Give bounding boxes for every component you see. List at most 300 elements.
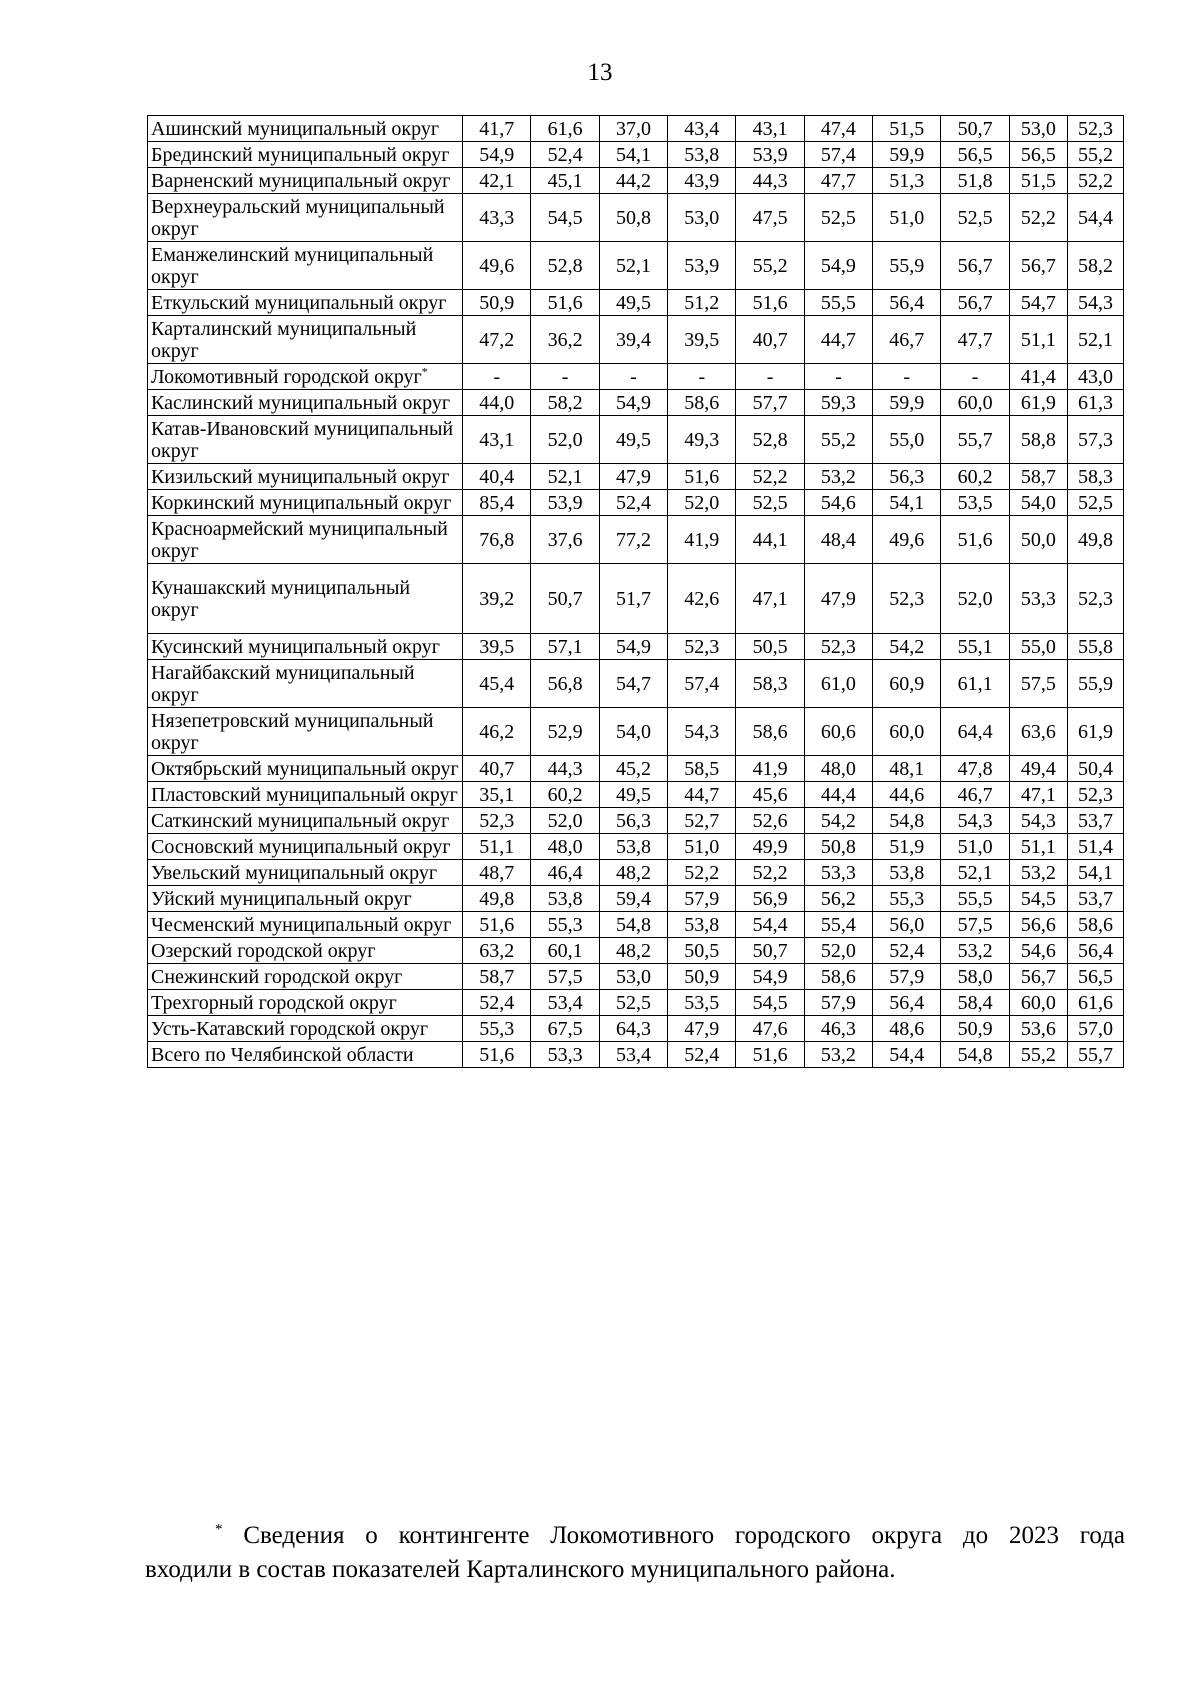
value-cell: 53,3: [1009, 564, 1067, 634]
value-cell: 51,6: [736, 1042, 804, 1068]
value-cell: 57,3: [1067, 416, 1123, 464]
table-row: [148, 708, 1124, 756]
value-cell: 51,3: [873, 168, 941, 194]
table-row: [148, 1042, 1124, 1068]
value-cell: 53,8: [599, 834, 667, 860]
value-cell: 48,6: [873, 1016, 941, 1042]
value-cell: 51,7: [599, 564, 667, 634]
value-cell: 54,1: [1067, 860, 1123, 886]
value-cell: 56,3: [599, 808, 667, 834]
value-cell: 56,7: [941, 290, 1009, 316]
table-row: [148, 316, 1124, 364]
value-cell: 54,1: [599, 142, 667, 168]
value-cell: 52,5: [941, 194, 1009, 242]
value-cell: -: [599, 364, 667, 390]
table-row: [148, 782, 1124, 808]
value-cell: 41,7: [463, 116, 531, 142]
value-cell: 52,5: [1067, 490, 1123, 516]
value-cell: 55,0: [873, 416, 941, 464]
value-cell: 47,6: [736, 1016, 804, 1042]
value-cell: 55,7: [941, 416, 1009, 464]
row-name-cell: [148, 912, 463, 938]
row-name: Уйский муниципальный округ: [151, 887, 412, 910]
table-row: [148, 142, 1124, 168]
value-cell: 52,5: [736, 490, 804, 516]
value-cell: 55,3: [463, 1016, 531, 1042]
row-name-cell: [148, 390, 463, 416]
value-cell: 55,2: [804, 416, 872, 464]
value-cell: 50,9: [463, 290, 531, 316]
row-name: Чесменский муниципальный округ: [151, 914, 452, 936]
value-cell: 50,5: [668, 938, 736, 964]
value-cell: 39,4: [599, 316, 667, 364]
table-row: [148, 564, 1124, 634]
value-cell: 58,7: [463, 964, 531, 990]
row-name: Нязепетровский муниципальный округ: [151, 710, 434, 754]
row-name-cell: [148, 168, 463, 194]
value-cell: 60,0: [941, 390, 1009, 416]
row-name: Нагайбакский муниципальный округ: [151, 662, 415, 706]
value-cell: 50,8: [599, 194, 667, 242]
footnote-mark: *: [215, 1521, 223, 1538]
value-cell: -: [873, 364, 941, 390]
value-cell: 52,1: [941, 860, 1009, 886]
value-cell: 52,0: [531, 416, 599, 464]
value-cell: 52,1: [1067, 316, 1123, 364]
value-cell: 41,9: [736, 756, 804, 782]
value-cell: 57,0: [1067, 1016, 1123, 1042]
value-cell: 39,2: [463, 564, 531, 634]
row-name: Увельский муниципальный округ: [151, 862, 438, 884]
value-cell: 44,3: [531, 756, 599, 782]
value-cell: 55,2: [736, 242, 804, 290]
value-cell: 51,9: [873, 834, 941, 860]
value-cell: 46,7: [873, 316, 941, 364]
row-name: Всего по Челябинской области: [151, 1043, 414, 1066]
value-cell: 53,7: [1067, 886, 1123, 912]
value-cell: 85,4: [463, 490, 531, 516]
value-cell: 54,2: [804, 808, 872, 834]
value-cell: 44,7: [668, 782, 736, 808]
value-cell: 55,9: [1067, 660, 1123, 708]
table-row: [148, 756, 1124, 782]
value-cell: 52,2: [668, 860, 736, 886]
row-name-cell: [148, 964, 463, 990]
value-cell: 58,8: [1009, 416, 1067, 464]
value-cell: 55,3: [531, 912, 599, 938]
value-cell: 54,6: [804, 490, 872, 516]
value-cell: 56,4: [873, 990, 941, 1016]
table-row: [148, 834, 1124, 860]
value-cell: 54,4: [736, 912, 804, 938]
value-cell: 57,5: [1009, 660, 1067, 708]
value-cell: 53,0: [668, 194, 736, 242]
value-cell: 54,4: [1067, 194, 1123, 242]
value-cell: 57,5: [941, 912, 1009, 938]
value-cell: -: [668, 364, 736, 390]
value-cell: 52,2: [736, 464, 804, 490]
value-cell: 54,0: [1009, 490, 1067, 516]
value-cell: 58,3: [736, 660, 804, 708]
value-cell: 52,4: [463, 990, 531, 1016]
value-cell: 43,1: [736, 116, 804, 142]
row-name: Октябрьский муниципальный округ: [151, 758, 459, 780]
value-cell: 52,4: [599, 490, 667, 516]
value-cell: 53,2: [1009, 860, 1067, 886]
value-cell: 55,4: [804, 912, 872, 938]
value-cell: 54,8: [873, 808, 941, 834]
value-cell: 51,6: [941, 516, 1009, 564]
value-cell: 53,2: [941, 938, 1009, 964]
value-cell: 47,9: [599, 464, 667, 490]
value-cell: 52,3: [1067, 564, 1123, 634]
value-cell: 40,7: [463, 756, 531, 782]
value-cell: 43,4: [668, 116, 736, 142]
value-cell: 37,0: [599, 116, 667, 142]
value-cell: 50,7: [736, 938, 804, 964]
table-row: [148, 290, 1124, 316]
value-cell: 51,1: [463, 834, 531, 860]
value-cell: 56,7: [1009, 242, 1067, 290]
value-cell: 57,9: [668, 886, 736, 912]
table-row: [148, 390, 1124, 416]
row-name-cell: [148, 860, 463, 886]
value-cell: 53,9: [736, 142, 804, 168]
footnote-text-line-2: входили в состав показателей Карталинского муниципального района.: [145, 1556, 896, 1583]
value-cell: 56,4: [873, 290, 941, 316]
row-name: Ашинский муниципальный округ: [151, 118, 440, 140]
value-cell: 53,9: [668, 242, 736, 290]
value-cell: 49,8: [463, 886, 531, 912]
value-cell: 54,3: [1009, 808, 1067, 834]
value-cell: -: [804, 364, 872, 390]
table-row: [148, 364, 1124, 390]
value-cell: 52,3: [873, 564, 941, 634]
value-cell: 53,8: [873, 860, 941, 886]
value-cell: 52,5: [804, 194, 872, 242]
value-cell: 63,6: [1009, 708, 1067, 756]
value-cell: 54,3: [668, 708, 736, 756]
row-name: Локомотивный городской округ: [151, 366, 422, 388]
table-row: [148, 964, 1124, 990]
value-cell: 52,3: [1067, 116, 1123, 142]
value-cell: 56,9: [736, 886, 804, 912]
value-cell: 42,1: [463, 168, 531, 194]
value-cell: 61,9: [1067, 708, 1123, 756]
value-cell: 64,3: [599, 1016, 667, 1042]
value-cell: 53,2: [804, 464, 872, 490]
value-cell: 53,8: [531, 886, 599, 912]
value-cell: 54,8: [941, 1042, 1009, 1068]
value-cell: 44,4: [804, 782, 872, 808]
value-cell: 60,2: [531, 782, 599, 808]
value-cell: 58,7: [1009, 464, 1067, 490]
value-cell: 50,5: [736, 634, 804, 660]
value-cell: 59,4: [599, 886, 667, 912]
value-cell: 50,0: [1009, 516, 1067, 564]
value-cell: 53,5: [941, 490, 1009, 516]
table-row: [148, 416, 1124, 464]
value-cell: 47,1: [1009, 782, 1067, 808]
row-name: Усть-Катавский городской округ: [151, 1018, 429, 1040]
table-row: [148, 912, 1124, 938]
row-name-cell: [148, 464, 463, 490]
value-cell: 40,7: [736, 316, 804, 364]
value-cell: 56,7: [1009, 964, 1067, 990]
value-cell: 54,7: [1009, 290, 1067, 316]
value-cell: 54,7: [599, 660, 667, 708]
value-cell: 52,0: [531, 808, 599, 834]
value-cell: 44,3: [736, 168, 804, 194]
value-cell: 47,7: [941, 316, 1009, 364]
value-cell: 57,9: [804, 990, 872, 1016]
value-cell: 42,6: [668, 564, 736, 634]
value-cell: 51,1: [1009, 316, 1067, 364]
row-name-cell: [148, 886, 463, 912]
value-cell: 55,9: [873, 242, 941, 290]
value-cell: 54,9: [599, 390, 667, 416]
table-row: [148, 490, 1124, 516]
footnote: [145, 1519, 1125, 1587]
value-cell: 53,4: [599, 1042, 667, 1068]
value-cell: 56,3: [873, 464, 941, 490]
value-cell: 56,8: [531, 660, 599, 708]
row-name: Катав-Ивановский муниципальный округ: [151, 418, 454, 462]
value-cell: 44,6: [873, 782, 941, 808]
value-cell: 60,0: [1009, 990, 1067, 1016]
value-cell: 54,9: [599, 634, 667, 660]
value-cell: 55,1: [941, 634, 1009, 660]
value-cell: 47,7: [804, 168, 872, 194]
value-cell: 55,3: [873, 886, 941, 912]
value-cell: 50,9: [668, 964, 736, 990]
value-cell: 54,9: [463, 142, 531, 168]
value-cell: 48,0: [804, 756, 872, 782]
value-cell: 58,5: [668, 756, 736, 782]
value-cell: 49,8: [1067, 516, 1123, 564]
value-cell: 47,9: [668, 1016, 736, 1042]
value-cell: 63,2: [463, 938, 531, 964]
value-cell: 52,1: [531, 464, 599, 490]
value-cell: 60,9: [873, 660, 941, 708]
table-row: [148, 168, 1124, 194]
value-cell: 60,0: [873, 708, 941, 756]
value-cell: 47,1: [736, 564, 804, 634]
row-name: Каслинский муниципальный округ: [151, 392, 451, 414]
value-cell: 53,5: [668, 990, 736, 1016]
row-name-cell: [148, 316, 463, 364]
row-name-cell: [148, 708, 463, 756]
row-name: Красноармейский муниципальный округ: [151, 518, 448, 562]
value-cell: 46,7: [941, 782, 1009, 808]
row-footnote-mark: *: [421, 364, 428, 379]
value-cell: 56,2: [804, 886, 872, 912]
value-cell: 57,4: [804, 142, 872, 168]
value-cell: 58,6: [804, 964, 872, 990]
value-cell: 54,2: [873, 634, 941, 660]
value-cell: 47,8: [941, 756, 1009, 782]
row-name: Карталинский муниципальный округ: [151, 318, 417, 362]
value-cell: 76,8: [463, 516, 531, 564]
table-row: [148, 1016, 1124, 1042]
value-cell: 67,5: [531, 1016, 599, 1042]
table-row: [148, 990, 1124, 1016]
value-cell: -: [463, 364, 531, 390]
value-cell: 56,4: [1067, 938, 1123, 964]
value-cell: 52,4: [668, 1042, 736, 1068]
value-cell: 51,4: [1067, 834, 1123, 860]
row-name: Сосновский муниципальный округ: [151, 836, 451, 858]
value-cell: 54,9: [804, 242, 872, 290]
value-cell: 58,2: [1067, 242, 1123, 290]
value-cell: 51,6: [531, 290, 599, 316]
row-name-cell: [148, 660, 463, 708]
value-cell: 58,6: [736, 708, 804, 756]
value-cell: 51,1: [1009, 834, 1067, 860]
row-name-cell: [148, 242, 463, 290]
table-row: [148, 194, 1124, 242]
value-cell: 53,8: [668, 912, 736, 938]
value-cell: 50,9: [941, 1016, 1009, 1042]
table-body: [148, 116, 1124, 1068]
value-cell: 53,3: [804, 860, 872, 886]
value-cell: 53,0: [1009, 116, 1067, 142]
value-cell: 41,4: [1009, 364, 1067, 390]
value-cell: 52,4: [873, 938, 941, 964]
value-cell: 45,1: [531, 168, 599, 194]
value-cell: 48,7: [463, 860, 531, 886]
value-cell: 58,6: [668, 390, 736, 416]
value-cell: 55,2: [1067, 142, 1123, 168]
value-cell: 56,7: [941, 242, 1009, 290]
value-cell: 55,5: [804, 290, 872, 316]
value-cell: 54,4: [873, 1042, 941, 1068]
row-name: Саткинский муниципальный округ: [151, 810, 450, 832]
value-cell: 52,6: [736, 808, 804, 834]
value-cell: 49,6: [463, 242, 531, 290]
row-name: Кизильский муниципальный округ: [151, 466, 450, 488]
value-cell: 61,6: [531, 116, 599, 142]
value-cell: 52,0: [668, 490, 736, 516]
value-cell: 52,9: [531, 708, 599, 756]
value-cell: 57,5: [531, 964, 599, 990]
value-cell: 49,5: [599, 416, 667, 464]
value-cell: 57,7: [736, 390, 804, 416]
value-cell: 53,7: [1067, 808, 1123, 834]
row-name-cell: [148, 808, 463, 834]
value-cell: 51,2: [668, 290, 736, 316]
row-name-cell: [148, 634, 463, 660]
table-row: [148, 116, 1124, 142]
value-cell: 44,7: [804, 316, 872, 364]
value-cell: 37,6: [531, 516, 599, 564]
value-cell: 52,0: [941, 564, 1009, 634]
value-cell: 55,2: [1009, 1042, 1067, 1068]
value-cell: 44,0: [463, 390, 531, 416]
value-cell: 35,1: [463, 782, 531, 808]
value-cell: 47,2: [463, 316, 531, 364]
row-name-cell: [148, 756, 463, 782]
value-cell: 56,5: [1067, 964, 1123, 990]
value-cell: 46,3: [804, 1016, 872, 1042]
value-cell: 51,0: [668, 834, 736, 860]
value-cell: 49,6: [873, 516, 941, 564]
value-cell: 53,9: [531, 490, 599, 516]
table-row: [148, 464, 1124, 490]
row-name-cell: [148, 938, 463, 964]
value-cell: 44,1: [736, 516, 804, 564]
value-cell: 45,6: [736, 782, 804, 808]
value-cell: 52,3: [804, 634, 872, 660]
value-cell: 56,5: [941, 142, 1009, 168]
value-cell: 52,8: [736, 416, 804, 464]
value-cell: 52,7: [668, 808, 736, 834]
value-cell: 48,0: [531, 834, 599, 860]
value-cell: 60,1: [531, 938, 599, 964]
statistics-table: [147, 115, 1124, 1068]
value-cell: 58,0: [941, 964, 1009, 990]
value-cell: 45,4: [463, 660, 531, 708]
value-cell: -: [531, 364, 599, 390]
value-cell: 54,3: [941, 808, 1009, 834]
row-name-cell: [148, 194, 463, 242]
value-cell: 46,2: [463, 708, 531, 756]
value-cell: 48,2: [599, 860, 667, 886]
value-cell: 60,6: [804, 708, 872, 756]
row-name-cell: [148, 782, 463, 808]
value-cell: 58,2: [531, 390, 599, 416]
value-cell: 59,9: [873, 142, 941, 168]
row-name-cell: [148, 142, 463, 168]
row-name-cell: [148, 1042, 463, 1068]
value-cell: 52,3: [463, 808, 531, 834]
row-name-cell: [148, 364, 463, 390]
value-cell: 58,6: [1067, 912, 1123, 938]
value-cell: 52,2: [1067, 168, 1123, 194]
value-cell: 61,3: [1067, 390, 1123, 416]
value-cell: 56,0: [873, 912, 941, 938]
value-cell: 54,5: [736, 990, 804, 1016]
value-cell: 56,6: [1009, 912, 1067, 938]
table-row: [148, 660, 1124, 708]
value-cell: 58,4: [941, 990, 1009, 1016]
value-cell: 64,4: [941, 708, 1009, 756]
value-cell: 53,4: [531, 990, 599, 1016]
value-cell: 50,8: [804, 834, 872, 860]
table-row: [148, 634, 1124, 660]
row-name: Пластовский муниципальный округ: [151, 784, 458, 806]
value-cell: 43,9: [668, 168, 736, 194]
row-name-cell: [148, 834, 463, 860]
value-cell: 51,6: [736, 290, 804, 316]
value-cell: 47,5: [736, 194, 804, 242]
value-cell: 54,8: [599, 912, 667, 938]
value-cell: 61,6: [1067, 990, 1123, 1016]
value-cell: 55,0: [1009, 634, 1067, 660]
value-cell: 52,5: [599, 990, 667, 1016]
value-cell: 43,0: [1067, 364, 1123, 390]
value-cell: 43,1: [463, 416, 531, 464]
table-row: [148, 808, 1124, 834]
value-cell: 53,6: [1009, 1016, 1067, 1042]
value-cell: 41,9: [668, 516, 736, 564]
value-cell: 51,6: [463, 1042, 531, 1068]
value-cell: 57,1: [531, 634, 599, 660]
row-name: Коркинский муниципальный округ: [151, 492, 452, 514]
value-cell: 54,9: [736, 964, 804, 990]
value-cell: 49,5: [599, 782, 667, 808]
value-cell: 54,1: [873, 490, 941, 516]
